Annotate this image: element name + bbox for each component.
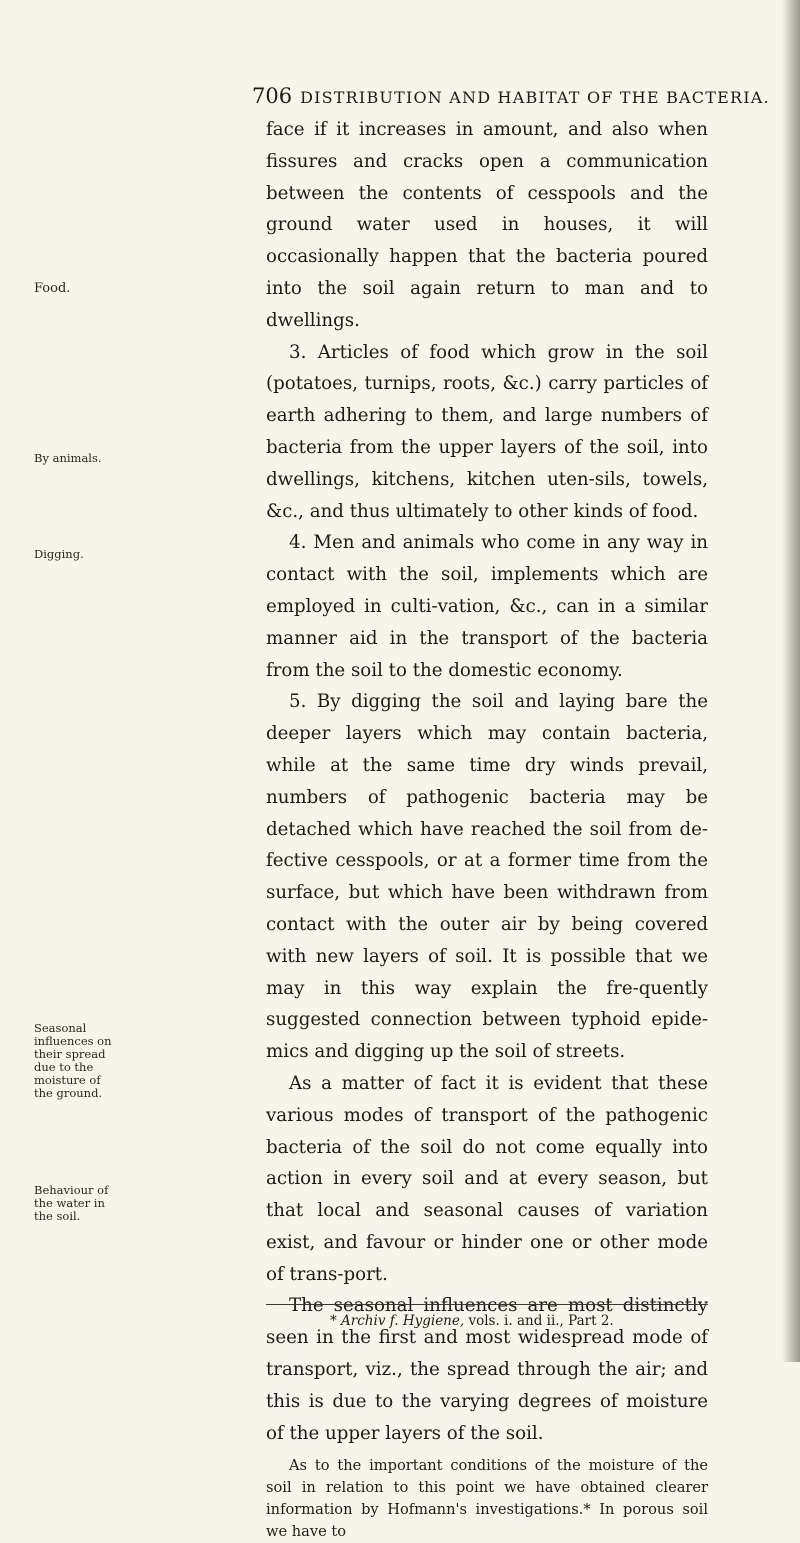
running-header bbox=[252, 84, 770, 108]
paragraph-1: face if it increases in amount, and also when fissures and cracks open a communication between the contents of cesspools and the ground water used in houses, it will occasionally happen that the bacteria poured into the soil again return to man and to dwellings. bbox=[266, 119, 708, 331]
paragraph-moisture: As to the important conditions of the moisture of the soil in relation to this point we have obtained clearer information by Hofmann's investigations.* In porous soil we have to bbox=[266, 1457, 708, 1541]
paragraph-animals: 4. Men and animals who come in any way in contact with the soil, implements which are employed in culti-vation, &c., can in a similar manner aid in the transport of the bacteria from the soil to the domestic economy. bbox=[266, 532, 708, 681]
sidenote-behaviour: Behaviour of the water in the soil. bbox=[34, 1183, 109, 1223]
footnote-details: vols. i. and ii., Part 2. bbox=[468, 1313, 614, 1329]
footnote-rule bbox=[266, 1304, 708, 1305]
sidenote-digging: Digging. bbox=[34, 547, 84, 561]
sidenote-seasonal: Seasonal influences on their spread due to the moisture of the ground. bbox=[34, 1021, 112, 1100]
paragraph-food: 3. Articles of food which grow in the soil (potatoes, turnips, roots, &c.) carry particles of earth adhering to them, and large numbers of bacteria from the upper layers of the soil, into dwellings, kitchens, kitchen uten-sils, towels, &c., and thus ultimately to other kinds of food. bbox=[266, 341, 708, 522]
paragraph-modes: As a matter of fact it is evident that these various modes of transport of the pathogenic bacteria of the soil do not come equally into action in every soil and at every season, but that local and seasonal causes of variation exist, and favour or hinder one or other mode of trans-port. bbox=[266, 1072, 708, 1285]
paragraph-digging: 5. By digging the soil and laying bare the deeper layers which may contain bacteria, while at the same time dry winds prevail, numbers of pathogenic bacteria may be detached which have reached the soil from de-fective cesspools, or at a former time from the surface, but which have been withdrawn from contact with the outer air by being covered with new layers of soil. It is possible that we may in this way explain the fre-quently suggested connection between typhoid epide-mics and digging up the soil of streets. bbox=[266, 691, 708, 1063]
page-edge-shadow bbox=[782, 0, 800, 1362]
footnote-marker: * bbox=[330, 1313, 337, 1329]
footnote-source: Archiv f. Hygiene, bbox=[341, 1313, 465, 1329]
footnote bbox=[330, 1313, 614, 1329]
sidenote-food: Food. bbox=[34, 281, 71, 296]
page-number: 706 bbox=[252, 84, 293, 108]
sidenote-by-animals: By animals. bbox=[34, 451, 102, 465]
paragraph-seasonal: The seasonal influences are most distinctly seen in the first and most widespread mode of transport, viz., the spread through the air; and this is due to the varying degrees of moisture of the upper layers of the soil. bbox=[266, 1295, 708, 1444]
running-title: DISTRIBUTION AND HABITAT OF THE BACTERIA. bbox=[300, 88, 770, 107]
